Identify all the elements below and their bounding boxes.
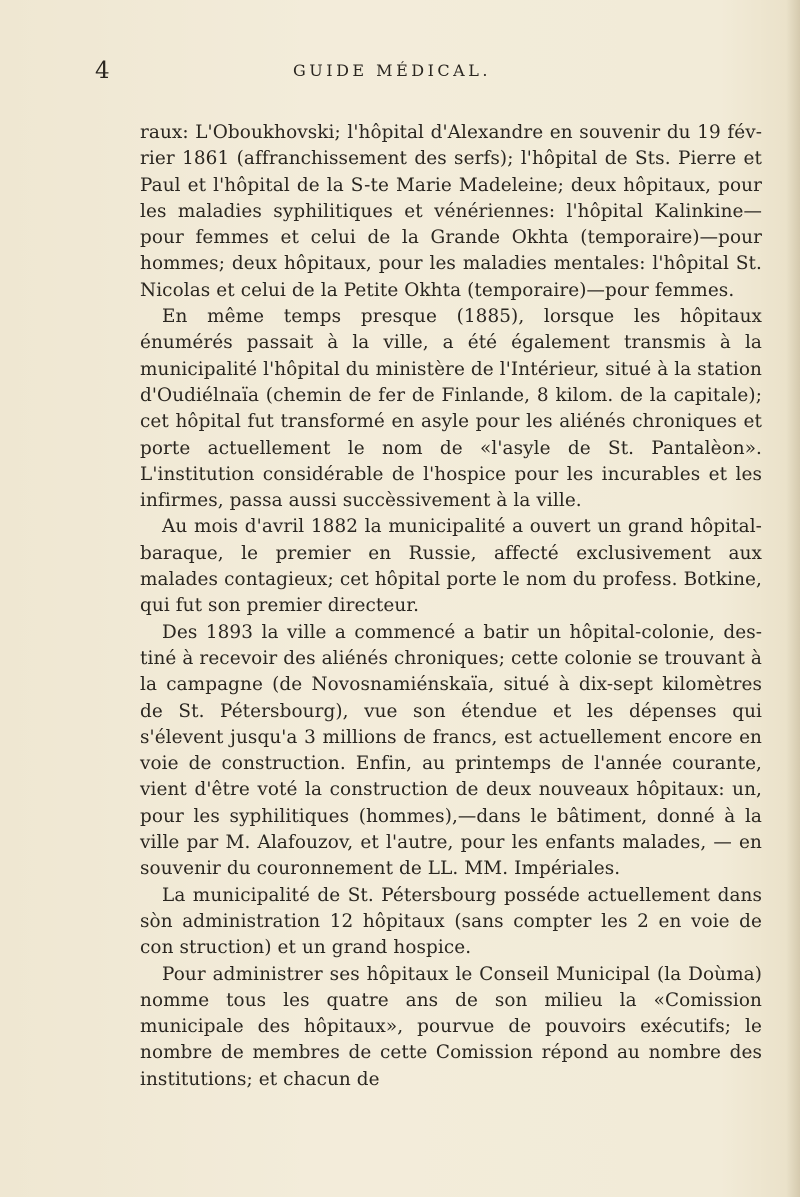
paragraph: Pour administrer ses hôpitaux le Conseil Municipal (la Doùma) nomme tous les quatre ans de son milieu la «Comission municipale des hôpitaux», pourvue de pouvoirs exécutifs; le nombre de membres de cette Comission répond au nombre des institutions; et chacun de <box>140 963 762 1090</box>
paragraph: raux: L'Oboukhovski; l'hôpital d'Alexandre en souvenir du 19 février 1861 (affranchissement des serfs); l'hôpital de Sts. Pierre et Paul et l'hôpital de la S-te Marie Madeleine; deux hôpitaux, pour les maladies syphilitiques et vénériennes: l'hôpital Kalinkine—pour femmes et celui de la Grande Okhta (temporaire)—pour hommes; deux hôpitaux, pour les maladies mentales: l'hôpital St. Nicolas et celui de la Petite Okhta (temporaire)—pour femmes. <box>140 122 762 301</box>
paragraph: Au mois d'avril 1882 la municipalité a ouvert un grand hôpital-baraque, le premier en Russie, affecté exclusivement aux malades contagieux; cet hôpital porte le nom du profess. Botkine, qui fut son premier directeur. <box>140 516 762 617</box>
paragraph: En même temps presque (1885), lorsque les hôpitaux énumérés passait à la ville, a été également transmis à la municipalité l'hôpital du ministère de l'Intérieur, situé à la station d'Oudiélnaïa (chemin de fer de Finlande, 8 kilom. de la capitale); cet hôpital fut transformé en asyle pour les aliénés chroniques et porte actuellement le nom de «l'asyle de St. Pantalèon». L'institution considérable de l'hospice pour les incurables et les infirmes, passa aussi succèssivement à la ville. <box>140 306 762 512</box>
paragraph: La municipalité de St. Pétersbourg posséde actuellement dans sòn administration 12 hôpitaux (sans compter les 2 en voie de con struction) et un grand hospice. <box>140 884 762 959</box>
page-header <box>0 58 800 88</box>
running-title: GUIDE MÉDICAL. <box>293 61 491 80</box>
page-number: 4 <box>95 58 111 84</box>
page-edge-shadow <box>786 0 800 1197</box>
paragraph: Des 1893 la ville a commencé a batir un hôpital-colonie, destiné à recevoir des aliénés chroniques; cette colonie se trouvant à la campagne (de Novosnamiénskaïa, situé à dix-sept kilomètres de St. Pétersbourg), vue son étendue et les dépenses qui s'élevent jusqu'a 3 millions de francs, est actuellement encore en voie de construction. Enfin, au printemps de l'année courante, vient d'être voté la construction de deux nouveaux hôpitaux: un, pour les syphilitiques (hommes),—dans le bâtiment, donné à la ville par M. Alafouzov, et l'autre, pour les enfants malades, — en souvenir du couronnement de LL. MM. Impériales. <box>140 621 762 880</box>
body-text <box>140 120 762 1093</box>
